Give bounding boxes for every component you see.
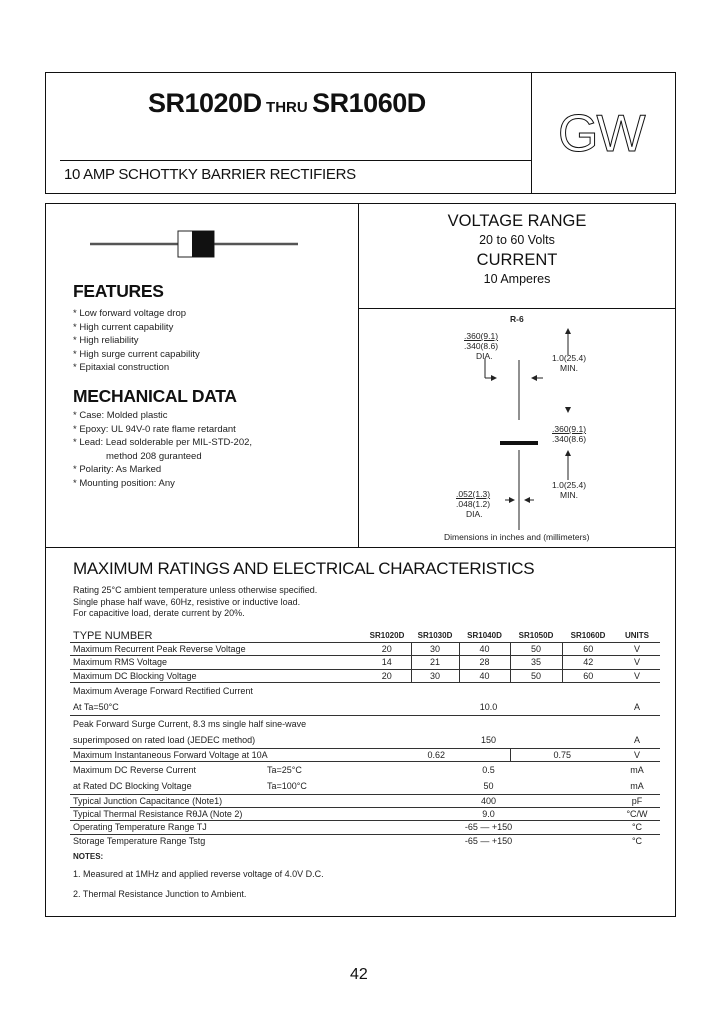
row-label: superimposed on rated load (JEDEC method) xyxy=(70,732,363,749)
part-to: SR1060D xyxy=(312,88,426,118)
dim-text: .360(9.1) xyxy=(552,424,587,434)
part-from: SR1020D xyxy=(148,88,262,118)
cell: 35 xyxy=(510,656,562,669)
features-title: FEATURES xyxy=(73,281,164,301)
cell: 50 xyxy=(363,778,614,795)
dimension-caption: Dimensions in inches and (millimeters) xyxy=(444,532,590,542)
cell: 0.62 xyxy=(363,748,510,761)
table-row xyxy=(70,821,660,834)
row-label: Operating Temperature Range TJ xyxy=(70,821,363,834)
cell: 28 xyxy=(459,656,510,669)
rating-note: For capacitive load, derate current by 20%. xyxy=(73,608,245,618)
cell: pF xyxy=(614,794,660,807)
table-row xyxy=(70,794,660,807)
cell: °C xyxy=(614,821,660,834)
dim-text: .340(8.6) xyxy=(464,341,499,351)
cell: 0.75 xyxy=(510,748,614,761)
cell: 30 xyxy=(411,669,459,682)
dim-text: .360(9.1) xyxy=(464,331,499,341)
cell: -65 — +150 xyxy=(363,821,614,834)
dim-text: .052(1.3) xyxy=(456,489,491,499)
cell: mA xyxy=(614,778,660,795)
cell: mA xyxy=(630,764,644,775)
voltage-range-title: VOLTAGE RANGE xyxy=(447,212,587,230)
cell: 60 xyxy=(562,643,614,656)
condition: Ta=100°C xyxy=(267,780,307,791)
section-divider xyxy=(45,547,676,548)
dim-lead-top xyxy=(552,353,586,373)
cell: 400 xyxy=(363,794,614,807)
rating-note: Rating 25°C ambient temperature unless otherwise specified. xyxy=(73,585,318,595)
voltage-current-block xyxy=(358,212,676,286)
brand-logo xyxy=(558,105,644,163)
features-list xyxy=(73,307,200,375)
footnote: 2. Thermal Resistance Junction to Ambient. xyxy=(73,889,247,899)
mechanical-title: MECHANICAL DATA xyxy=(73,386,237,406)
col-header: SR1020D xyxy=(363,630,411,643)
cell: 20 xyxy=(363,669,411,682)
thru-label: THRU xyxy=(266,99,308,116)
cell: 9.0 xyxy=(363,808,614,821)
table-row xyxy=(70,834,660,847)
cell: 50 xyxy=(510,669,562,682)
cell: 60 xyxy=(562,669,614,682)
feature-item: * High reliability xyxy=(73,335,139,346)
cell: V xyxy=(614,748,660,761)
mechanical-item: * Case: Molded plastic xyxy=(73,410,168,421)
table-row xyxy=(70,699,660,716)
cell: 30 xyxy=(411,643,459,656)
mechanical-item: * Polarity: As Marked xyxy=(73,464,162,475)
cell: 150 xyxy=(363,732,614,749)
row-label: Maximum Instantaneous Forward Voltage at 10A xyxy=(70,748,363,761)
table-row xyxy=(70,748,660,761)
row-label xyxy=(70,778,363,795)
dim-text: DIA. xyxy=(466,509,483,519)
table-row xyxy=(70,808,660,821)
dim-lead-bot xyxy=(552,480,586,500)
mechanical-item: * Epoxy: UL 94V-0 rate flame retardant xyxy=(73,423,236,435)
feature-item: * Epitaxial construction xyxy=(73,362,170,373)
cell: °C/W xyxy=(614,808,660,821)
subtitle: 10 AMP SCHOTTKY BARRIER RECTIFIERS xyxy=(64,166,356,183)
cell: V xyxy=(614,669,660,682)
dim-text: .340(8.6) xyxy=(552,434,587,444)
footnotes xyxy=(73,852,324,899)
col-header: TYPE NUMBER xyxy=(70,630,363,643)
cell: 10.0 xyxy=(363,699,614,716)
ratings-table xyxy=(70,630,660,847)
label-text: at Rated DC Blocking Voltage xyxy=(73,780,192,791)
footnotes-title: NOTES: xyxy=(73,852,104,861)
cell: 14 xyxy=(363,656,411,669)
footnote: 1. Measured at 1MHz and applied reverse voltage of 4.0V D.C. xyxy=(73,869,324,879)
col-header: SR1040D xyxy=(459,630,510,643)
dim-body-dia xyxy=(464,331,498,361)
dim-lead-dia xyxy=(456,489,490,519)
table-row xyxy=(70,669,660,682)
row-label: Typical Thermal Resistance RθJA (Note 2) xyxy=(70,808,363,821)
mechanical-list xyxy=(73,409,252,490)
cell: 50 xyxy=(510,643,562,656)
title-divider xyxy=(60,160,532,161)
page-number: 42 xyxy=(350,966,368,983)
row-label: Storage Temperature Range Tstg xyxy=(73,835,206,846)
row-label xyxy=(70,761,363,778)
feature-item: * High current capability xyxy=(73,321,174,333)
current-value: 10 Amperes xyxy=(483,272,551,286)
dim-text: 1.0(25.4) xyxy=(552,353,587,363)
ratings-divider xyxy=(358,308,676,309)
table-header-row xyxy=(70,630,660,643)
cell: 42 xyxy=(562,656,614,669)
cell: V xyxy=(614,643,660,656)
table-row xyxy=(70,715,660,732)
col-header: SR1060D xyxy=(562,630,614,643)
current-title: CURRENT xyxy=(476,251,558,269)
dim-text: DIA. xyxy=(476,351,493,361)
rating-note: Single phase half wave, 60Hz, resistive or inductive load. xyxy=(73,596,301,607)
ratings-notes xyxy=(73,585,317,620)
col-header: SR1050D xyxy=(510,630,562,643)
table-row xyxy=(70,643,660,656)
col-header: SR1030D xyxy=(411,630,459,643)
dim-body-len xyxy=(552,424,586,444)
row-label: At Ta=50°C xyxy=(70,699,363,716)
label-text: Maximum DC Reverse Current xyxy=(73,764,197,775)
row-label: Maximum Average Forward Rectified Current xyxy=(73,685,253,696)
diode-illustration xyxy=(90,228,300,258)
mechanical-item: * Lead: Lead solderable per MIL-STD-202, xyxy=(73,437,253,448)
cell: A xyxy=(614,699,660,716)
cell: 40 xyxy=(459,669,510,682)
voltage-range-value: 20 to 60 Volts xyxy=(479,233,555,247)
table-row xyxy=(70,656,660,669)
row-label: Maximum RMS Voltage xyxy=(70,656,363,669)
cell: 20 xyxy=(363,643,411,656)
row-label: Maximum Recurrent Peak Reverse Voltage xyxy=(70,643,363,656)
ratings-title: MAXIMUM RATINGS AND ELECTRICAL CHARACTERISTICS xyxy=(73,559,535,578)
dim-text: MIN. xyxy=(560,490,578,500)
dim-text: MIN. xyxy=(560,363,578,373)
row-label: Typical Junction Capacitance (Note1) xyxy=(70,794,363,807)
mechanical-item: * Mounting position: Any xyxy=(73,477,175,489)
cell: °C xyxy=(631,835,643,846)
feature-item: * Low forward voltage drop xyxy=(73,308,187,319)
table-row xyxy=(70,682,660,699)
dim-text: .048(1.2) xyxy=(456,499,491,509)
page-title xyxy=(148,88,426,119)
cell: 21 xyxy=(411,656,459,669)
cell: -65 — +150 xyxy=(464,835,513,846)
row-label: Peak Forward Surge Current, 8.3 ms single half sine-wave xyxy=(73,718,307,729)
table-row xyxy=(70,778,660,795)
table-row xyxy=(70,761,660,778)
feature-item: * High surge current capability xyxy=(73,348,200,360)
condition: Ta=25°C xyxy=(267,764,302,775)
logo-text: GW xyxy=(558,105,644,163)
cell: 0.5 xyxy=(482,764,495,775)
cell: V xyxy=(614,656,660,669)
dim-text: 1.0(25.4) xyxy=(552,480,587,490)
row-label: Maximum DC Blocking Voltage xyxy=(70,669,363,682)
cell: 40 xyxy=(459,643,510,656)
mechanical-item: method 208 guranteed xyxy=(106,450,202,462)
table-row xyxy=(70,732,660,749)
package-label: R-6 xyxy=(510,314,524,324)
col-header: UNITS xyxy=(614,630,660,643)
cell: A xyxy=(614,732,660,749)
